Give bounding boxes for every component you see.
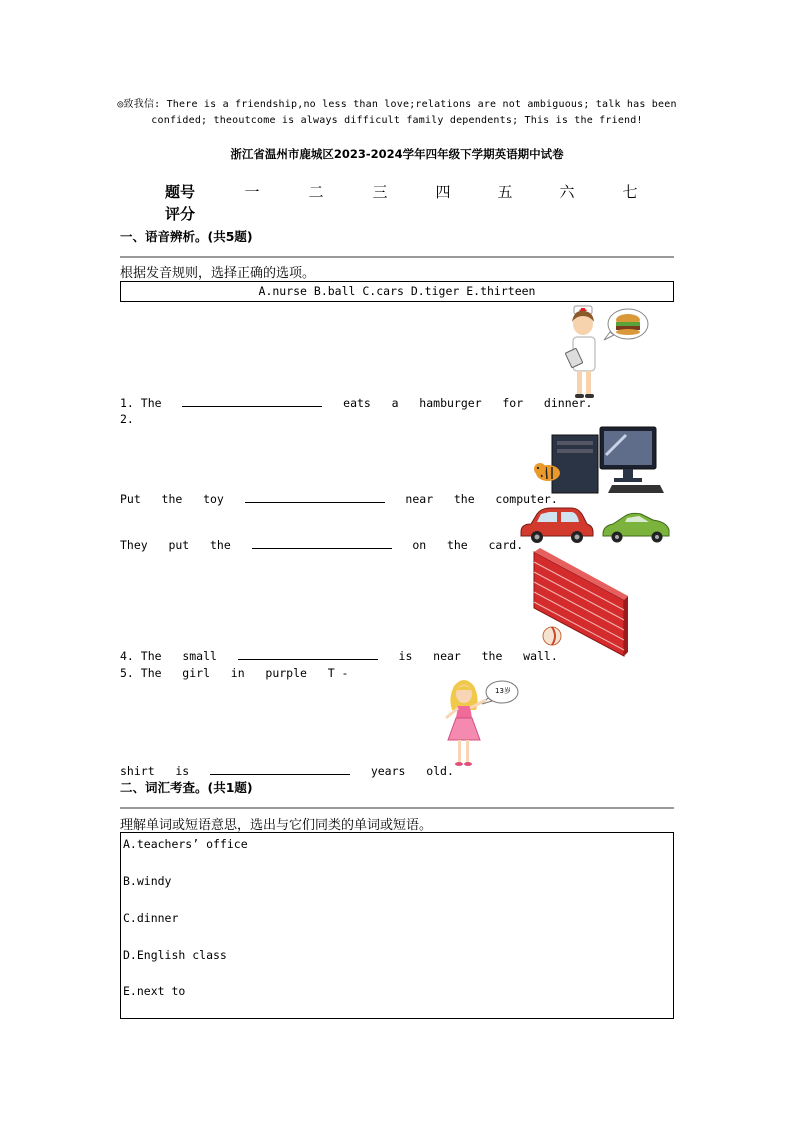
vocab-option-c: C.dinner [123,911,179,925]
q5-answer-blank[interactable] [210,762,350,775]
q2-number: 2. [120,412,134,426]
vocabulary-options-box [120,832,674,1019]
computer-tiger-picture [530,425,672,497]
q3-text-before: They put the [120,538,231,552]
exam-title: 浙江省温州市鹿城区2023-2024学年四年级下学期英语期中试卷 [230,147,564,161]
girl-speech-bubble-text: 13岁 [495,687,511,695]
q2-answer-blank[interactable] [245,490,385,503]
q5-text-after: years old. [370,764,454,778]
vocab-option-a: A.teachers’ office [123,837,248,851]
header-quote-line-1: ◎致我信: There is a friendship,no less than love;relations are not ambiguous; talk has been [117,99,677,110]
question-4 [120,647,558,663]
question-5-line-2 [120,762,454,778]
question-3 [120,536,523,552]
score-col-7: 七 [622,182,638,201]
header-quote-line-2: confided; theoutcome is always difficult family dependents; This is the friend! [151,115,643,126]
word-bank: A.nurse B.ball C.cars D.tiger E.thirteen [120,281,674,302]
q2-text-before: Put the toy [120,492,224,506]
nurse-hamburger-picture [560,302,652,406]
score-table-score-row [140,202,680,224]
section-1-divider [120,256,674,258]
score-col-2: 二 [308,182,324,201]
question-5-line-1: 5. The girl in purple T - [120,666,349,680]
score-col-6: 六 [559,182,575,201]
girl-13-picture [440,676,522,772]
q3-text-after: on the card. [412,538,524,552]
q3-answer-blank[interactable] [252,536,392,549]
score-col-4: 四 [435,182,451,201]
q1-text-after: eats a hamburger for dinner. [343,396,593,410]
q4-number: 4. [120,649,134,663]
q2-text-after: near the computer. [405,492,558,506]
section-1-heading: 一、语音辨析。(共5题) [120,229,253,244]
score-col-5: 五 [497,182,513,201]
q5-text-before: shirt is [120,764,190,778]
score-table-label-question: 题号 [164,182,195,201]
q4-text-before: The small [140,649,217,663]
q4-text-after: is near the wall. [398,649,558,663]
question-1 [120,394,592,410]
score-table-label-score: 评分 [164,204,195,223]
section-1-instruction: 根据发音规则，选择正确的选项。 [120,266,316,281]
q1-answer-blank[interactable] [182,394,322,407]
score-col-3: 三 [372,182,388,201]
q1-number: 1. [120,396,134,410]
score-table-header-row [140,180,680,202]
vocab-option-d: D.English class [123,948,227,962]
q1-text-before: The [140,396,162,410]
section-2-divider [120,807,674,809]
q4-answer-blank[interactable] [238,647,378,660]
score-table [140,180,680,224]
section-2-instruction: 理解单词或短语意思，选出与它们同类的单词或短语。 [120,818,433,833]
question-2 [120,490,558,506]
vocab-option-b: B.windy [123,874,172,888]
wall-ball-picture [530,548,628,660]
vocab-option-e: E.next to [123,984,186,998]
cars-picture [517,502,673,546]
section-2-heading: 二、词汇考查。(共1题) [120,780,253,795]
score-col-1: 一 [244,182,260,201]
